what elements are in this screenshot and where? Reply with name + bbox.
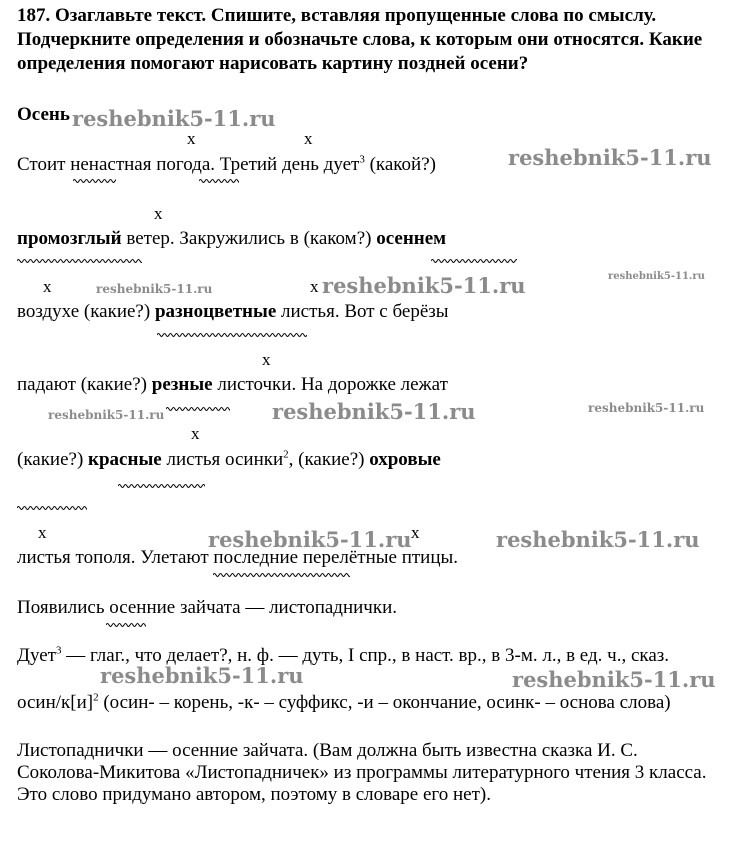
x-mark: x [154, 204, 163, 223]
text-line-4: падают (какие?) резные листочки. На дорожке лежат [17, 374, 448, 395]
watermark: reshebnik5-11.ru [48, 408, 165, 422]
x-mark: x [187, 129, 196, 148]
text-line-5: (какие?) красные листья осинки$^2$, (какие?) охровые [17, 448, 441, 470]
watermark: reshebnik5-11.ru [512, 667, 716, 692]
text-line-2: промозглый ветер. Закружились в (каком?) осеннем [17, 228, 447, 249]
watermark: reshebnik5-11.ru [608, 271, 705, 282]
watermark: reshebnik5-11.ru [508, 145, 712, 170]
wavy-underline [213, 572, 350, 578]
x-mark: x [38, 523, 47, 542]
wavy-underline [73, 178, 116, 184]
text-line-6: листья тополя. Улетают последние перелётные птицы. [17, 547, 459, 568]
text-line-1: Стоит ненастная погода. Третий день дует$^3$ (какой?) [17, 153, 436, 175]
text-line-3: воздухе (какие?) разноцветные листья. Вот с берёзы [17, 301, 449, 322]
analysis-verb: Дует$^3$ — глаг., что делает?, н. ф. — дуть, I спр., в наст. вр., в 3-м. л., в ед. ч., сказ. [17, 644, 670, 666]
x-mark: x [411, 523, 420, 542]
wavy-underline [199, 178, 239, 184]
x-mark: x [191, 424, 200, 443]
watermark: reshebnik5-11.ru [322, 273, 526, 298]
watermark: reshebnik5-11.ru [496, 527, 700, 552]
x-mark: x [304, 129, 313, 148]
wavy-underline [17, 258, 142, 264]
watermark: reshebnik5-11.ru [100, 663, 304, 688]
text-line-7: Появились осенние зайчата — листопаднички. [17, 597, 398, 618]
wavy-underline [431, 258, 517, 264]
x-mark: x [310, 277, 319, 296]
x-mark: x [43, 277, 52, 296]
wavy-underline [166, 406, 230, 412]
watermark: reshebnik5-11.ru [272, 399, 476, 424]
watermark: reshebnik5-11.ru [96, 282, 213, 296]
watermark: reshebnik5-11.ru [588, 401, 705, 415]
analysis-note: Листопаднички — осенние зайчата. (Вам должна быть известна сказка И. С. Соколова-Микитова «Листопадничек» из программы литературного чтения 3 класса. Это слово придумано автором, поэтому в словаре его нет). [17, 740, 707, 805]
watermark: reshebnik5-11.ru [72, 106, 276, 131]
task-text: Озаглавьте текст. Спишите, вставляя пропущенные слова по смыслу. Подчеркните определения и обозначьте слова, к которым они относятся. Какие определения помогают нарисовать картину поздней осени? [17, 5, 703, 74]
x-mark: x [262, 350, 271, 369]
task-heading [17, 4, 717, 76]
watermark: reshebnik5-11.ru [208, 527, 412, 552]
wavy-underline [118, 483, 205, 489]
text-title: Осень [17, 104, 70, 125]
wavy-underline [17, 505, 87, 511]
task-number: 187. [17, 5, 51, 26]
wavy-underline [106, 622, 146, 628]
wavy-underline [157, 332, 307, 338]
analysis-word-structure: осин/$к[и]^2$ (осин- – корень, -к- – суффикс, -и – окончание, осинк- – основа слова) [17, 691, 671, 713]
